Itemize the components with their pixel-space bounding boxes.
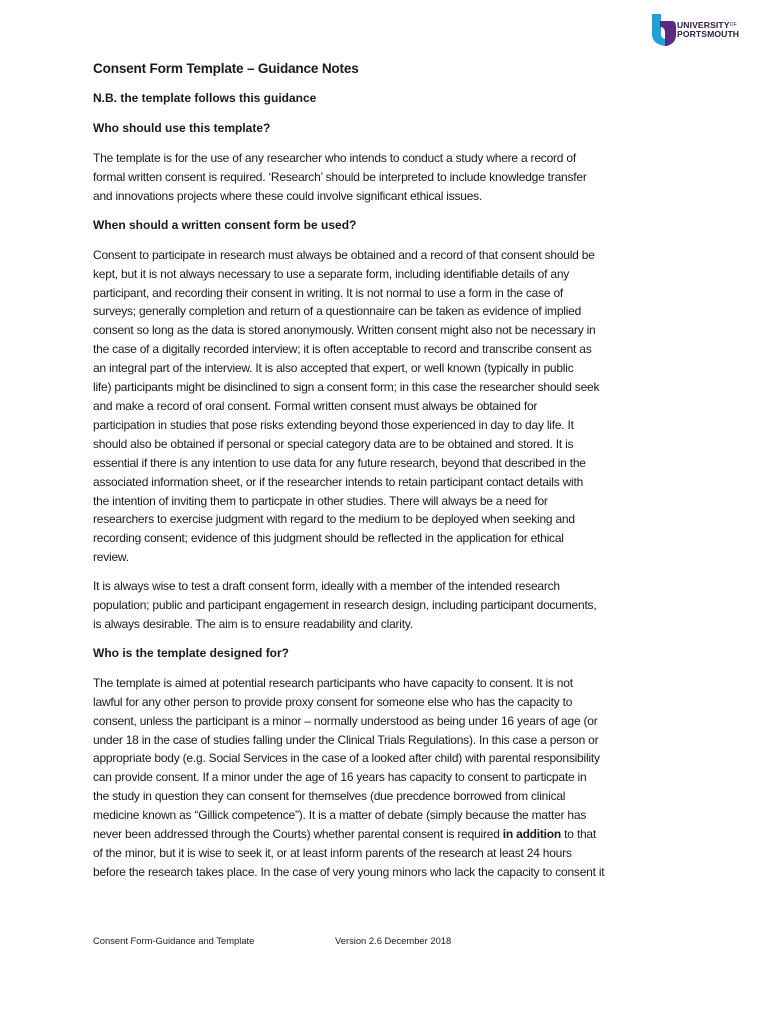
text-line: before the research takes place. In the case of very young minors who lack the capacity to consent it (93, 864, 605, 879)
text-line: consent so long as the data is stored anonymously. Written consent might also not be necessary in (93, 323, 596, 338)
paragraph-test-draft (93, 577, 685, 634)
text-line-with-emphasis (93, 825, 685, 844)
text-line: consent, unless the participant is a minor – normally understood as being under 16 years of age (or (93, 713, 598, 728)
text-line: lawful for any other person to provide proxy consent for someone else who has the capacity to (93, 694, 573, 709)
paragraph-lines-after (93, 844, 685, 882)
shield-logo-icon (651, 13, 677, 47)
text-line: the case of a digitally recorded interview; it is often acceptable to record and transcribe consent as (93, 342, 592, 357)
paragraph-who-should-use (93, 149, 685, 206)
text-line: The template is aimed at potential research participants who have capacity to consent. It is not (93, 675, 573, 690)
text-line: The template is for the use of any researcher who intends to conduct a study where a record of (93, 151, 576, 165)
text-line: is always desirable. The aim is to ensure readability and clarity. (93, 616, 413, 631)
text-line: surveys; generally completion and return of a questionnaire can be taken as evidence of implied (93, 304, 582, 319)
text-line: participant, and recording their consent in writing. It is not normal to use a form in the case of (93, 285, 564, 300)
text-line: recording consent; evidence of this judgment should be reflected in the application for ethical (93, 531, 564, 546)
text-line: the intention of inviting them to particpate in other studies. There will always be a need for (93, 493, 548, 508)
text-line: and make a record of oral consent. Formal written consent must always be obtained for (93, 398, 538, 413)
text-line: essential if there is any intention to use data for any future research, beyond that described in the (93, 455, 586, 470)
logo-line1: UNIVERSITY (677, 20, 730, 30)
text-line: associated information sheet, or if the researcher intends to retain participant contact details with (93, 474, 584, 489)
emphasis-line-post: to that (561, 827, 596, 842)
text-line: medicine known as “Gillick competence”). It is a matter of debate (simply because the matter has (93, 808, 587, 823)
paragraph-lines-before (93, 674, 685, 825)
text-line: kept, but it is not always necessary to use a separate form, including identifiable details of any (93, 266, 570, 281)
text-line: an integral part of the interview. It is also accepted that expert, or well known (typically in public (93, 361, 574, 376)
text-line: can provide consent. If a minor under the age of 16 years has capacity to consent to particpate in (93, 770, 587, 785)
text-line: and innovations projects where these could involve significant ethical issues. (93, 188, 483, 203)
paragraph-when-written-consent (93, 246, 685, 567)
document-body (93, 61, 685, 892)
text-line: appropriate body (e.g. Social Services in the case of a looked after child) with parental responsibility (93, 751, 600, 766)
text-line: life) participants might be disinclined to sign a consent form; in this case the researcher should seek (93, 380, 600, 395)
section-heading-who-should-use: Who should use this template? (93, 121, 271, 135)
text-line: review. (93, 550, 129, 565)
paragraph-who-designed-for (93, 674, 685, 882)
emphasis-line-pre: never been addressed through the Courts) whether parental consent is required (93, 827, 503, 842)
text-line: the study in question they can consent for themselves (due precdence borrowed from clinical (93, 789, 566, 804)
logo-line2: PORTSMOUTH (677, 29, 740, 39)
text-line: should also be obtained if personal or special category data are to be obtained and stored. It is (93, 436, 574, 451)
text-line: under 18 in the case of studies falling under the Clinical Trials Regulations). In this case a person or (93, 732, 599, 747)
text-line: of the minor, but it is wise to seek it, or at least inform parents of the research at least 24 hours (93, 846, 572, 860)
text-line: researchers to exercise judgment with regard to the medium to be deployed when seeking and (93, 512, 575, 527)
document-title: Consent Form Template – Guidance Notes (93, 61, 359, 76)
footer-left: Consent Form-Guidance and Template (93, 935, 255, 946)
footer-right: Version 2.6 December 2018 (335, 935, 452, 946)
text-line: It is always wise to test a draft consent form, ideally with a member of the intended research (93, 579, 560, 594)
text-line: formal written consent is required. ‘Research’ should be interpreted to include knowledge transfer (93, 169, 587, 184)
logo-of: OF (729, 22, 737, 28)
university-logo (651, 13, 751, 47)
text-line: population; public and participant engagement in research design, including participant documents, (93, 598, 597, 613)
logo-wordmark (677, 21, 739, 39)
section-heading-who-designed-for: Who is the template designed for? (93, 645, 290, 660)
text-line: participation in studies that pose risks extending beyond those experienced in day to day life. It (93, 417, 574, 432)
emphasis-in-addition: in addition (502, 827, 562, 842)
template-note: N.B. the template follows this guidance (93, 91, 317, 105)
section-heading-when-written-consent: When should a written consent form be used? (93, 217, 357, 232)
text-line: Consent to participate in research must always be obtained and a record of that consent should be (93, 247, 595, 262)
